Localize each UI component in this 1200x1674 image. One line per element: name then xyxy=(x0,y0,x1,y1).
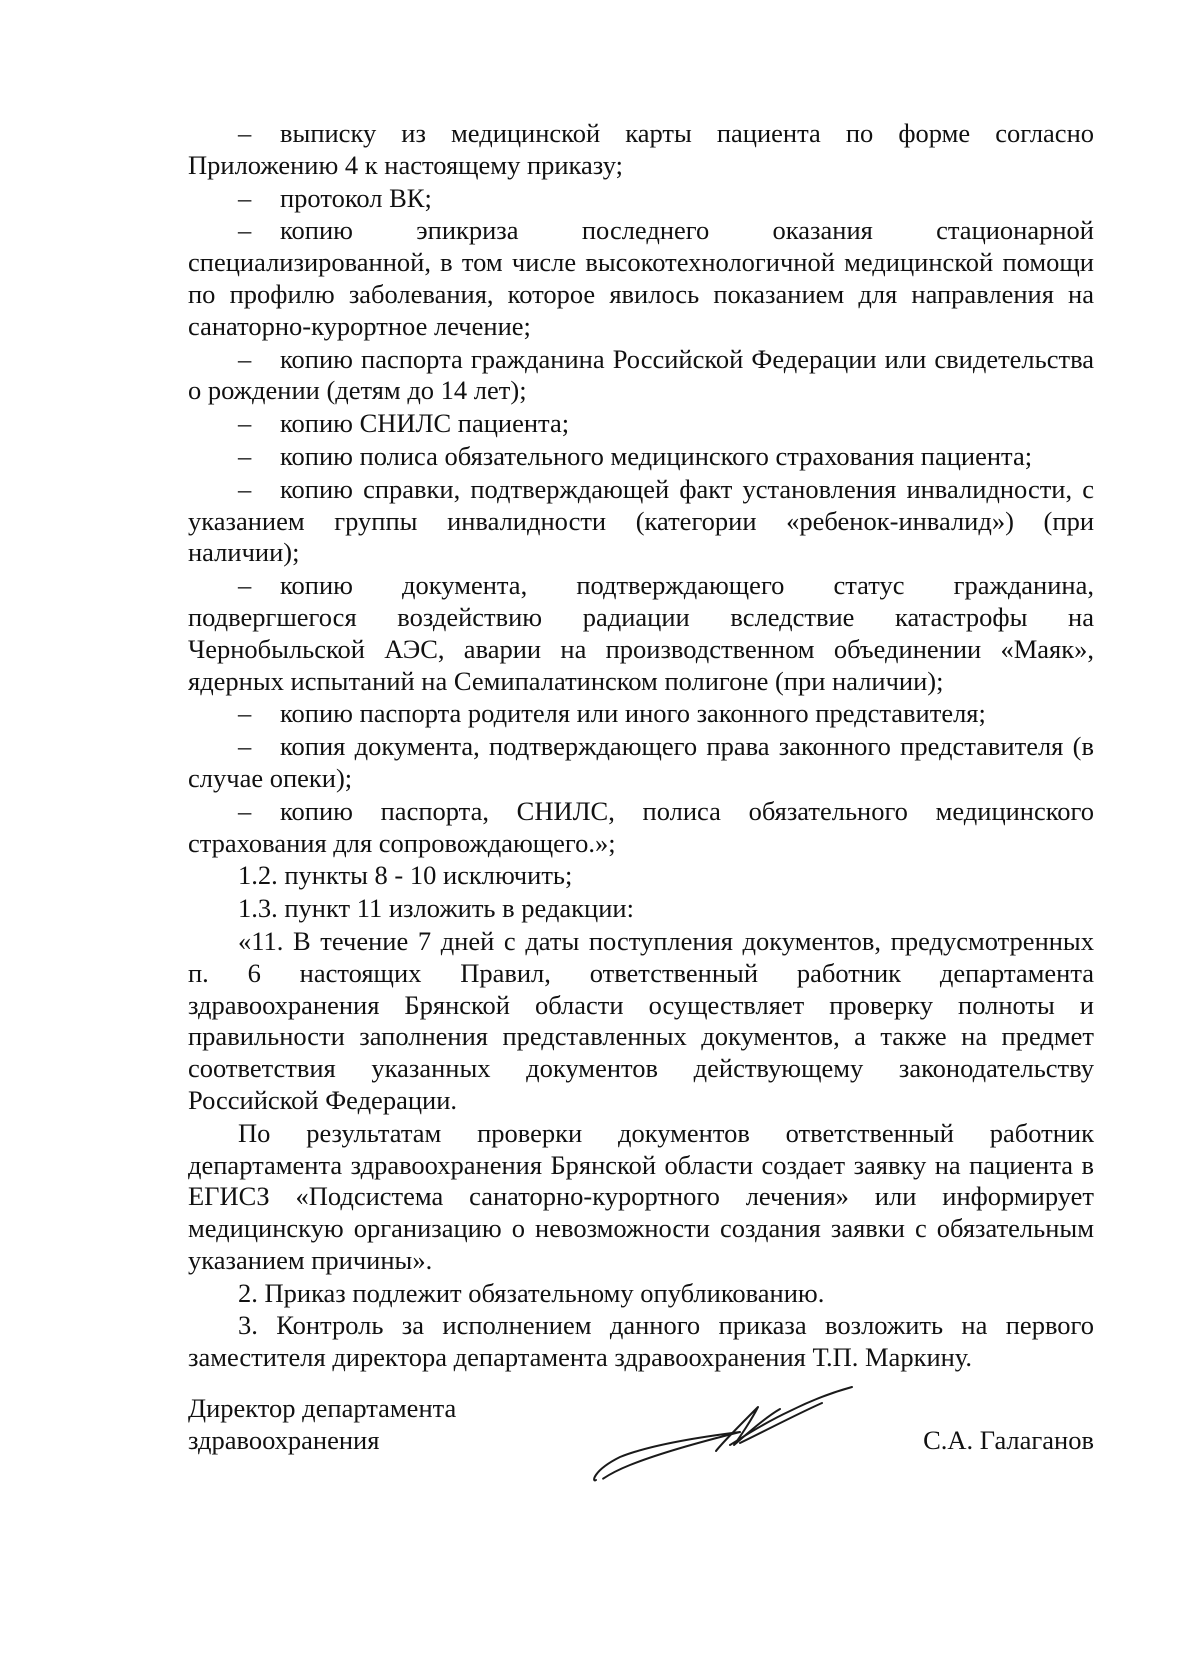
list-dash: – xyxy=(238,698,252,729)
paragraph-text: копию полиса обязательного медицинского страхования пациента; xyxy=(280,440,1033,471)
list-item-vk-protocol xyxy=(188,183,1094,215)
handwritten-signature xyxy=(590,1385,910,1505)
list-item-snils xyxy=(188,408,1094,440)
clause-2-publication: 2. Приказ подлежит обязательному опубликованию. xyxy=(238,1277,825,1308)
clause-3-control: 3. Контроль за исполнением данного приказа возложить на первого заместителя директора департамента здравоохранения Т.П. Маркину. xyxy=(188,1310,1094,1373)
paragraph-text: протокол ВК; xyxy=(280,182,432,213)
list-dash: – xyxy=(238,473,252,504)
list-dash: – xyxy=(238,343,252,374)
list-item-disability-certificate xyxy=(188,474,1094,569)
signatory-name: С.А. Галаганов xyxy=(923,1425,1094,1455)
list-item-radiation-status xyxy=(188,570,1094,697)
signatory-title-line-1: Директор департамента xyxy=(188,1393,457,1423)
list-dash: – xyxy=(238,795,252,826)
paragraph-text: выписку из медицинской карты пациента по форме согласно Приложению 4 к настоящему приказу; xyxy=(188,118,1094,180)
list-item-guardian-rights xyxy=(188,731,1094,795)
list-dash: – xyxy=(238,182,252,213)
paragraph-text: копию паспорта гражданина Российской Федерации или свидетельства о рождении (детям до 14 лет); xyxy=(188,343,1094,406)
list-dash: – xyxy=(238,440,252,471)
signatory-title-line-2: здравоохранения xyxy=(188,1425,380,1455)
signature-stroke xyxy=(594,1432,740,1480)
list-dash: – xyxy=(238,731,252,762)
paragraph-text: копия документа, подтверждающего права законного представителя (в случае опеки); xyxy=(188,731,1094,793)
list-item-companion-documents xyxy=(188,796,1094,860)
paragraph-text: копию паспорта родителя или иного законного представителя; xyxy=(280,698,986,729)
paragraph-text: копию паспорта, СНИЛС, полиса обязательного медицинского страхования для сопровождающего.»; xyxy=(188,795,1094,858)
list-dash: – xyxy=(238,215,252,246)
list-dash: – xyxy=(238,118,252,148)
list-dash: – xyxy=(238,570,252,601)
paragraph-text: копию эпикриза последнего оказания стационарной специализированной, в том числе высокотехнологичной медицинской помощи по профилю заболевания, которое явилось показанием для направления на санаторно-курортное лечение; xyxy=(188,215,1094,341)
clause-11-text: «11. В течение 7 дней с даты поступления документов, предусмотренных п. 6 настоящих Правил, ответственный работник департамента здравоохранения Брянской области осуществляет проверку полноты и правильности заполнения представленных документов, а также на предмет соответствия указанных документов действующему законодательству Российской Федерации. xyxy=(188,925,1094,1115)
signatory-title xyxy=(188,1392,456,1456)
list-item-medical-extract xyxy=(188,118,1094,182)
clause-11-results: По результатам проверки документов ответственный работник департамента здравоохранения Брянской области создает заявку на пациента в ЕГИСЗ «Подсистема санаторно-курортного лечения» или информирует медицинскую организацию о невозможности создания заявки с обязательным указанием причины». xyxy=(188,1117,1094,1275)
list-item-passport xyxy=(188,344,1094,408)
document-body xyxy=(188,118,1094,1374)
list-item-epicrisis xyxy=(188,215,1094,342)
paragraph-text: копию справки, подтверждающей факт установления инвалидности, с указанием группы инвалидности (категории «ребенок-инвалид») (при наличии); xyxy=(188,473,1094,568)
list-item-parent-passport xyxy=(188,698,1094,730)
paragraph-text: копию документа, подтверждающего статус гражданина, подвергшегося воздействию радиации вследствие катастрофы на Чернобыльской АЭС, аварии на производственном объединении «Маяк», ядерных испытаний на Семипалатинском полигоне (при наличии); xyxy=(188,570,1094,696)
paragraph-text: копию СНИЛС пациента; xyxy=(280,408,570,439)
list-dash: – xyxy=(238,408,252,439)
clause-1-3: 1.3. пункт 11 изложить в редакции: xyxy=(238,893,634,924)
clause-1-2: 1.2. пункты 8 - 10 исключить; xyxy=(238,860,573,891)
list-item-insurance-policy xyxy=(188,441,1094,473)
